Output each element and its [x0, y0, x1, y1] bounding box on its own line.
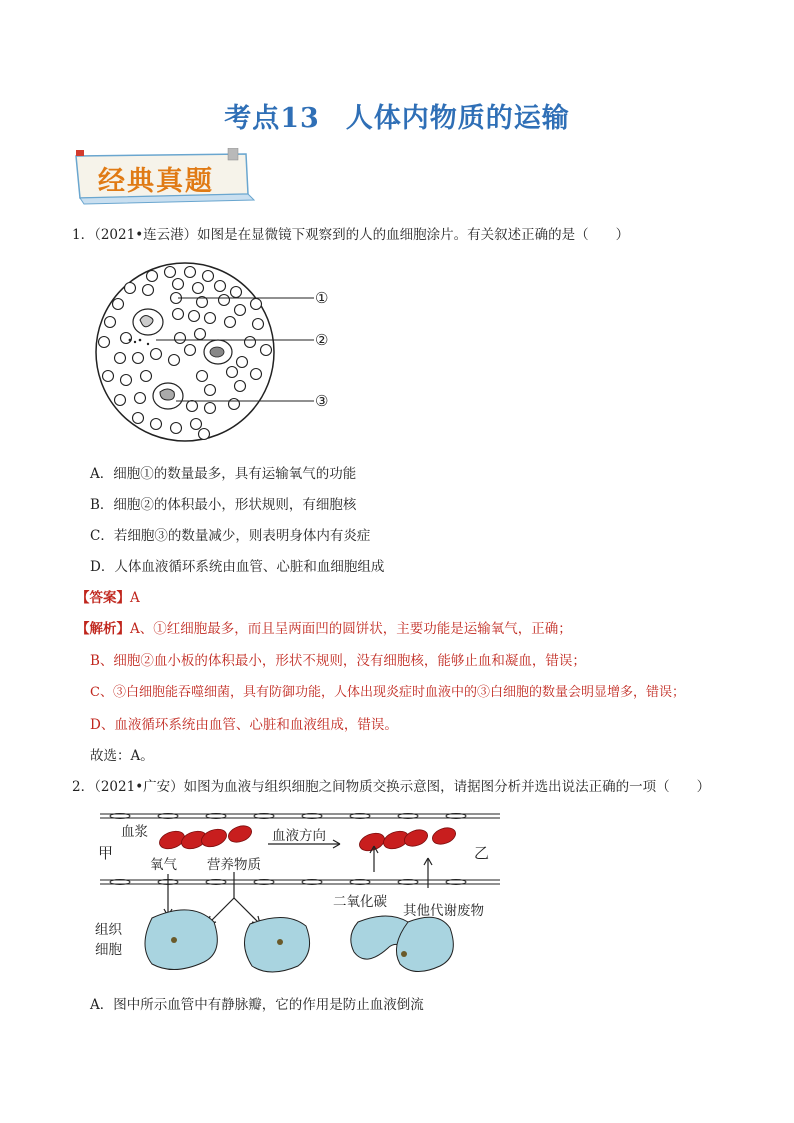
label-right-end: 乙 [474, 844, 490, 862]
label-left-end: 甲 [98, 844, 114, 862]
white-blood-cell-1 [133, 309, 163, 335]
label-co2: 二氧化碳 [333, 894, 387, 910]
answer-label: 【答案】 [76, 590, 130, 606]
tissue-cells [145, 910, 453, 972]
q1-analysis-1 [76, 620, 572, 638]
title-topic: 人体内物质的运输 [345, 103, 570, 134]
analysis-label: 【解析】 [76, 621, 130, 637]
section-banner [70, 148, 260, 206]
q1-analysis-d: D、血液循环系统由血管、心脏和血液组成，错误。 [90, 717, 398, 733]
label-flow: 血液方向 [272, 828, 326, 844]
q1-marker-1: ① [315, 289, 329, 307]
page-title [0, 96, 794, 135]
white-blood-cell-2 [204, 340, 232, 364]
q1-marker-2: ② [315, 331, 329, 349]
answer-value: A [130, 590, 140, 606]
q1-option-b: B．细胞②的体积最小，形状规则，有细胞核 [90, 497, 357, 513]
q1-marker-3: ③ [315, 392, 329, 410]
q1-option-d: D．人体血液循环系统由血管、心脏和血细胞组成 [90, 559, 385, 575]
q1-option-a: A．细胞①的数量最多，具有运输氧气的功能 [90, 466, 357, 482]
q1-analysis-c: C、③白细胞能吞噬细菌，具有防御功能，人体出现炎症时血液中的③白细胞的数量会明显增多，错误； [90, 685, 685, 700]
q1-option-c: C．若细胞③的数量减少，则表明身体内有炎症 [90, 528, 371, 544]
blood-smear-figure [90, 258, 350, 448]
label-tissue-1: 组织 [95, 922, 122, 938]
vessel-wall-bottom [100, 880, 500, 885]
white-blood-cell-3 [153, 383, 183, 409]
label-plasma: 血浆 [121, 824, 148, 840]
label-oxygen: 氧气 [150, 857, 177, 873]
q1-stem: 1．（2021•连云港）如图是在显微镜下观察到的人的血细胞涂片。有关叙述正确的是（ ） [72, 227, 630, 243]
q1-analysis-b: B、细胞②血小板的体积最小，形状不规则，没有细胞核，能够止血和凝血，错误； [90, 653, 586, 669]
label-waste: 其他代谢废物 [403, 903, 484, 919]
q1-answer [76, 589, 140, 607]
title-code: 考点13 [224, 103, 320, 134]
banner-text: 经典真题 [98, 166, 214, 197]
analysis-line-a: A、①红细胞最多，而且呈两面凹的圆饼状，主要功能是运输氧气，正确； [130, 621, 572, 637]
clip-icon [228, 148, 238, 160]
vessel-wall-top [100, 814, 500, 819]
q1-conclusion: 故选：A。 [90, 748, 154, 764]
label-tissue-2: 细胞 [95, 942, 122, 958]
pin-icon [76, 150, 84, 156]
label-nutrients: 营养物质 [207, 857, 261, 873]
q2-stem: 2．（2021•广安）如图为血液与组织细胞之间物质交换示意图，请据图分析并选出说法正确的一项（ ） [72, 779, 711, 795]
q2-option-a: A．图中所示血管中有静脉瓣，它的作用是防止血液倒流 [90, 997, 424, 1013]
